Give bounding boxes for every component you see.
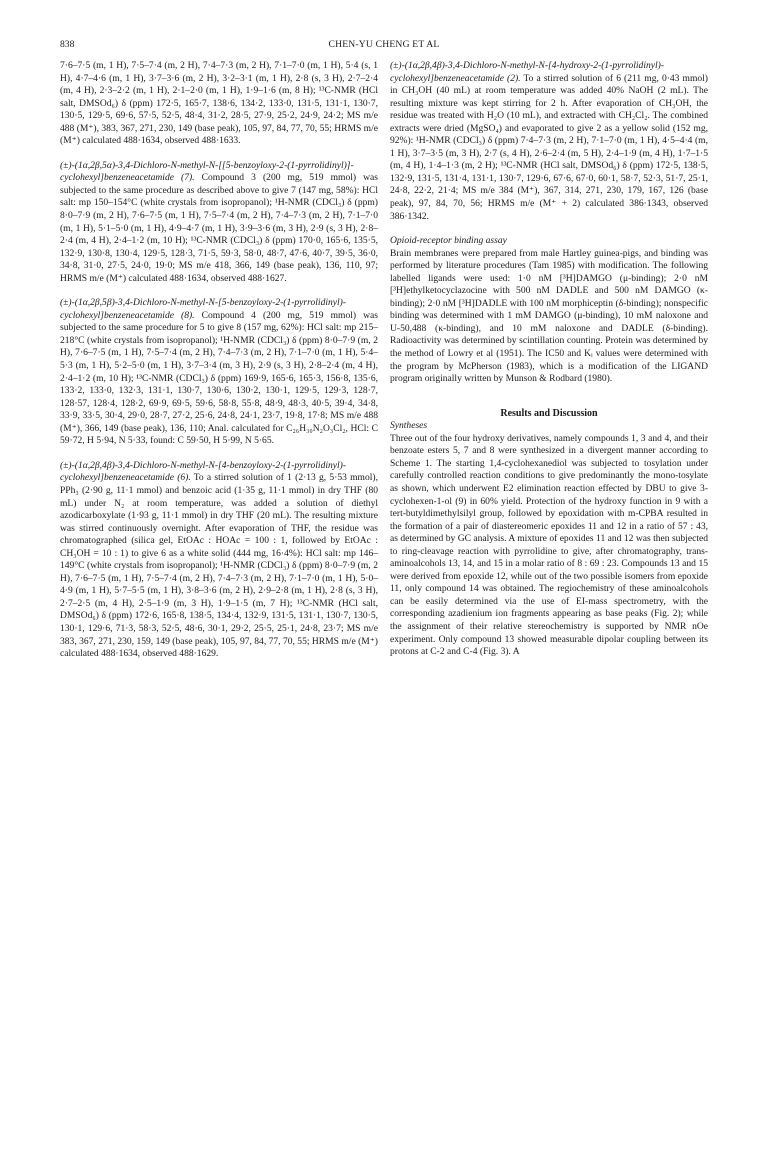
compound-6-body: To a stirred solution of 1 (2·13 g, 5·53 mmol), PPh₃ (2·90 g, 11·1 mmol) and benzoic acid (1·35 g, 11·1 mmol) in dry THF (80 mL) under N₂ at room temperature, was added a solution of diethyl azodicarboxylate (1·93 g, 11·1 mmol) in dry THF (20 mL). The resulting mixture was stirred continuously overnight. After evaporation of THF, the residue was chromatographed (silica gel, EtOAc : HOAc = 100 : 1, followed by EtOAc : CH₃OH = 10 : 1) to give 6 as a white solid (444 mg, 16·4%): HCl salt: mp 146–149°C (white crystals from isopropanol); ¹H-NMR (CDCl₃) δ (ppm) 8·0–7·9 (m, 2 H), 7·6–7·5 (m, 1 H), 7·5–7·4 (m, 2 H), 7·4–7·3 (m, 2 H), 7·1–7·0 (m, 1 H), 5·0–4·9 (m, 1 H), 5·7–5·5 (m, 1 H), 3·8–3·6 (m, 2 H), 2·9–2·8 (m, 1 H), 2·8 (s, 3 H), 2·7–2·5 (m, 4 H), 2·5–1·9 (m, 3 H), 1·9–1·5 (m, 7 H); ¹³C-NMR (HCl salt, DMSOd₆) δ (ppm) 172·6, 165·8, 138·5, 134·4, 132·9, 131·5, 131·1, 130·7, 130·5, 130·1, 129·6, 71·3, 58·3, 52·5, 48·6, 30·1, 29·2, 25·5, 25·1, 24·8, 23·7; MS m/e 383, 367, 271, 230, 159, 149 (base peak), 105, 97, 84, 77, 70, 55; HRMS m/e (M⁺) calculated 488·1634, observed 488·1629. — [60, 472, 378, 660]
compound-8-title: (±)-(1α,2β,5β)-3,4-Dichloro-N-methyl-N-[5-benzoyloxy-2-(1-pyrrolidinyl)-cyclohexyl]benzeneacetamide (8). — [60, 297, 347, 321]
compound-7-entry — [60, 160, 378, 285]
running-head: CHEN-YU CHENG ET AL — [328, 39, 440, 50]
compound-7-title: (±)-(1α,2β,5α)-3,4-Dichloro-N-methyl-N-[[5-benzoyloxy-2-(1-pyrrolidinyl)]-cyclohexyl]benzeneacetamide (7). — [60, 159, 354, 184]
compound-2-title: (±)-(1α,2β,4β)-3,4-Dichloro-N-methyl-N-[4-hydroxy-2-(1-pyrrolidinyl)-cyclohexyl]benzeneacetamide (2). — [390, 60, 664, 84]
compound-2-body: To a stirred solution of 6 (211 mg, 0·43 mmol) in CH₃OH (40 mL) at room temperature was added 40% NaOH (2 mL). The resulting mixture was kept stirring for 2 h. After evaporation of CH₃OH, the residue was treated with H₂O (10 mL), and extracted with CH₂Cl₂. The combined extracts were dried (MgSO₄) and evaporated to give 2 as a yellow solid (152 mg, 92%): ¹H-NMR (CDCl₃) δ (ppm) 7·4–7·3 (m, 2 H), 7·1–7·0 (m, 1 H), 4·5–4·4 (m, 1 H), 3·7–3·5 (m, 3 H), 2·7 (s, 4 H), 2·6–2·4 (m, 5 H), 2·4–1·9 (m, 4 H), 1·7–1·5 (m, 4 H), 1·4–1·3 (m, 2 H); ¹³C-NMR (HCl salt, DMSOd₆) δ (ppm) 172·5, 138·5, 132·9, 131·5, 131·4, 131·1, 130·7, 129·6, 67·6, 67·0, 60·1, 58·7, 52·3, 51·7, 25·1, 24·8, 22·2, 21·4; MS m/e 384 (M⁺), 367, 314, 271, 230, 179, 167, 126 (base peak), 97, 84, 70, 56; HRMS m/e (M⁺ + 2) calculated 386·1343, observed 386·1342. — [390, 72, 708, 222]
compound-8-body: Compound 4 (200 mg, 519 mmol) was subjected to the same procedure for 5 to give 8 (157 mg, 62%): HCl salt: mp 215–218°C (white crystals from isopropanol); ¹H-NMR (CDCl₃) δ (ppm) 8·0–7·9 (m, 2 H), 7·6–7·5 (m, 1 H), 7·5–7·4 (m, 2 H), 7·4–7·3 (m, 2 H), 7·1–7·0 (m, 1 H), 5·4–5·3 (m, 1 H), 5·2–5·0 (m, 1 H), 3·7–3·4 (m, 3 H), 2·9 (s, 3 H), 2·8–2·4 (m, 4 H), 2·4–1·2 (m, 10 H); ¹³C-NMR (CDCl₃) δ (ppm) 169·9, 165·6, 165·3, 156·8, 135·6, 133·2, 133·0, 132·3, 131·1, 130·7, 130·6, 130·2, 130·1, 129·5, 129·3, 128·7, 128·57, 128·4, 128·2, 69·9, 69·5, 59·6, 58·8, 55·8, 48·9, 48·3, 40·5, 39·4, 34·8, 33·9, 33·5, 30·4, 29·0, 28·7, 27·2, 25·6, 24·8, 24·1, 23·7, 19·8, 17·8; MS m/e 488 (M⁺), 366, 149 (base peak), 136, 110; Anal. calculated for C₂₆H₃₀N₂O₃Cl₂, HCl: C 59·72, H 5·94, N 5·33, found: C 59·50, H 5·99, N 5·65. — [60, 309, 378, 447]
compound-8-entry — [60, 297, 378, 448]
compound-2-entry — [390, 60, 708, 223]
opioid-assay-subheading: Opioid-receptor binding assay — [390, 235, 507, 247]
results-heading: Results and Discussion — [500, 407, 598, 419]
nmr-data-continuation: 7·6–7·5 (m, 1 H), 7·5–7·4 (m, 2 H), 7·4–7·3 (m, 2 H), 7·1–7·0 (m, 1 H), 5·4 (s, 1 H), 4·7–4·6 (m, 1 H), 3·7–3·6 (m, 2 H), 3·2–3·1 (m, 1 H), 2·8 (s, 3 H), 2·7–2·4 (m, 4 H), 2·3–2·2 (m, 1 H), 2·1–2·0 (m, 1 H), 1·9–1·6 (m, 8 H); ¹³C-NMR (HCl salt, DMSOd₆) δ (ppm) 172·5, 165·7, 138·6, 134·2, 133·0, 131·5, 131·1, 130·7, 130·5, 129·5, 69·6, 57·5, 52·5, 48·4, 31·2, 28·5, 27·9, 25·2, 24·9, 24·2; MS m/e 488 (M⁺), 383, 367, 271, 230, 149 (base peak), 105, 97, 84, 77, 70, 55; HRMS m/e (M⁺) calculated 488·1634, observed 488·1633. — [60, 60, 378, 147]
syntheses-subheading: Syntheses — [390, 420, 428, 432]
compound-6-entry — [60, 460, 378, 661]
left-column — [60, 60, 378, 661]
compound-6-title: (±)-(1α,2β,4β)-3,4-Dichloro-N-methyl-N-[4-benzoyloxy-2-(1-pyrrolidinyl)-cyclohexyl]benzeneacetamide (6). — [60, 459, 347, 484]
page-number: 838 — [60, 39, 75, 50]
syntheses-body: Three out of the four hydroxy derivatives, namely compounds 1, 3 and 4, and their benzoate esters 5, 7 and 8 were synthesized in a divergent manner according to Scheme 1. The starting 1,4-cyclohexanediol was subjected to tosylation under carefully controlled reaction conditions to give predominantly the mono-tosylate as shown, which underwent E2 elimination reaction effected by DBU to give 3-cyclohexen-1-ol (9) in 60% yield. Protection of the hydroxy function in 9 with a tert-butyldimethylsilyl group, followed by epoxidation with m-CPBA resulted in the formation of a pair of diastereomeric epoxides 11 and 12 in a ratio of 57 : 43, as determined by GC analysis. A mixture of epoxides 11 and 12 was then subjected to ring-cleavage reaction with pyrrolidine to give, after chromatography, trans-aminoalcohols 13, 14, and 15 in a molar ratio of 8 : 69 : 23. Compounds 13 and 15 were derived from epoxide 12, while out of the two possible isomers from epoxide 11, only compound 14 was obtained. The regiochemistry of these aminoalcohols can be easily determined via the use of EI-mass spectrometry, with the corresponding azadienium ion fragments appearing as base peaks (Fig. 2); while the assignment of their relative stereochemistry is supported by NMR nOe experiment. Only compound 13 showed measurable dipolar coupling between its protons at C-2 and C-4 (Fig. 3). A — [390, 432, 708, 658]
opioid-assay-body: Brain membranes were prepared from male Hartley guinea-pigs, and binding was performed by literature procedures (Tam 1985) with modification. The following labelled ligands were used: 1·0 nM [³H]DAMGO (μ-binding); 2·0 nM [³H]ethylketocyclazocine with 500 nM DADLE and 500 nM DAMGO (κ-binding); 2·0 nM [³H]DADLE with 100 nM morphiceptin (δ-binding); nonspecific binding was determined with 1 mM DAMGO (μ-binding), 10 mM naloxone and U-50,488 (κ-binding), and 10 mM naloxone and DADLE (δ-binding). Radioactivity was determined by scintillation counting. Protein was determined by the method of Lowry et al (1951). The IC50 and Kᵢ values were determined with the program by McPherson (1983), which is a modification of the LIGAND program originally written by Munson & Rodbard (1980). — [390, 247, 708, 385]
right-column — [390, 60, 708, 659]
page-header — [60, 38, 708, 52]
compound-7-body: Compound 3 (200 mg, 519 mmol) was subjected to the same procedure as described above to give 7 (147 mg, 58%): HCl salt: mp 150–154°C (white crystals from isopropanol); ¹H-NMR (CDCl₃) δ (ppm) 8·0–7·9 (m, 2 H), 7·6–7·5 (m, 1 H), 7·5–7·4 (m, 2 H), 7·4–7·3 (m, 2 H), 7·1–7·0 (m, 1 H), 5·1–5·0 (m, 1 H), 4·9–4·7 (m, 1 H), 3·9–3·6 (m, 3 H), 2·9 (s, 3 H), 2·8–2·4 (m, 4 H), 2·4–1·2 (m, 10 H); ¹³C-NMR (CDCl₃) δ (ppm) 170·0, 165·6, 135·5, 132·9, 130·8, 130·4, 129·5, 128·3, 71·5, 59·3, 58·0, 48·7, 47·6, 40·7, 39·5, 36·0, 34·8, 31·0, 27·5, 24·0, 19·0; MS m/e 418, 366, 149 (base peak), 136, 110, 97; HRMS m/e (M⁺) calculated 488·1634, observed 488·1627. — [60, 172, 378, 284]
